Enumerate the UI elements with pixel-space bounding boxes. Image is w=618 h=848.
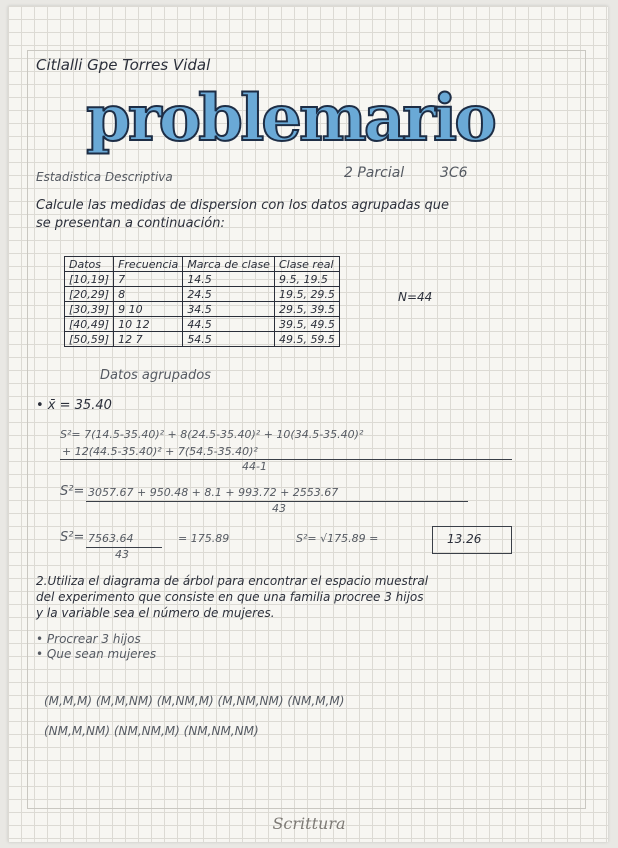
table-row: [65, 302, 340, 317]
table-row: [65, 272, 340, 287]
variance-step2-label: S²=: [60, 484, 85, 499]
variance-step3-denominator: 43: [115, 548, 129, 561]
table-row: [65, 287, 340, 302]
table-cell: 49.5, 59.5: [274, 332, 339, 347]
variance-formula-line2: + 12(44.5-35.40)² + 7(54.5-35.40)²: [62, 445, 258, 458]
table-cell: 34.5: [183, 302, 275, 317]
page-title: problemario: [86, 81, 494, 156]
bullet-procreate: • Procrear 3 hijos: [36, 632, 141, 646]
table-cell: 29.5, 39.5: [274, 302, 339, 317]
fraction-bar: [60, 459, 512, 460]
problem2-line3: y la variable sea el número de mujeres.: [36, 606, 275, 620]
table-cell: 7: [114, 272, 183, 287]
table-cell: 19.5, 29.5: [274, 287, 339, 302]
variance-formula-line1: S²= 7(14.5-35.40)² + 8(24.5-35.40)² + 10(34.5-35.40)²: [60, 428, 364, 441]
table-cell: 44.5: [183, 317, 275, 332]
column-header: Clase real: [274, 257, 339, 272]
table-cell: [40,49]: [65, 317, 114, 332]
table-cell: [10,19]: [65, 272, 114, 287]
partial-label: 2 Parcial: [344, 165, 405, 181]
mean-value: • x̄ = 35.40: [36, 398, 112, 413]
std-dev-result: 13.26: [447, 532, 482, 546]
table-header-row: [65, 257, 340, 272]
problem1-statement-line1: Calcule las medidas de dispersion con los datos agrupadas que: [36, 198, 449, 213]
bullet-women: • Que sean mujeres: [36, 647, 157, 661]
problem2-line2: del experimento que consiste en que una familia procree 3 hijos: [36, 590, 424, 604]
column-header: Frecuencia: [114, 257, 183, 272]
table-cell: 14.5: [183, 272, 275, 287]
table-cell: 24.5: [183, 287, 275, 302]
table-cell: [30,39]: [65, 302, 114, 317]
variance-denominator: 44-1: [242, 460, 267, 473]
student-name: Citlalli Gpe Torres Vidal: [36, 56, 211, 74]
table-cell: 10 12: [114, 317, 183, 332]
frequency-table: [64, 256, 340, 347]
sample-size: N=44: [398, 290, 433, 304]
sample-space-line1: (M,M,M) (M,M,NM) (M,NM,M) (M,NM,NM) (NM,M,M): [44, 694, 345, 708]
column-header: Datos: [65, 257, 114, 272]
table-cell: 9.5, 19.5: [274, 272, 339, 287]
result-box: [432, 526, 512, 554]
variance-step2-denominator: 43: [272, 502, 286, 515]
variance-step3-numerator: 7563.64: [88, 532, 134, 545]
title-block: [40, 81, 540, 156]
table-cell: 12 7: [114, 332, 183, 347]
table-cell: 39.5, 49.5: [274, 317, 339, 332]
variance-result: = 175.89: [178, 532, 230, 545]
sample-space-line2: (NM,M,NM) (NM,NM,M) (NM,NM,NM): [44, 724, 259, 738]
table-cell: 54.5: [183, 332, 275, 347]
table-row: [65, 317, 340, 332]
table-cell: 9 10: [114, 302, 183, 317]
variance-step3-label: S²=: [60, 530, 85, 545]
brand-logo: Scrittura: [272, 814, 346, 833]
section-label-grouped: Datos agrupados: [100, 368, 211, 383]
column-header: Marca de clase: [183, 257, 275, 272]
problem2-line1: 2.Utiliza el diagrama de árbol para encontrar el espacio muestral: [36, 574, 429, 588]
table-cell: [50,59]: [65, 332, 114, 347]
problem1-statement-line2: se presentan a continuación:: [36, 216, 225, 231]
subject-label: Estadistica Descriptiva: [36, 170, 173, 184]
group-label: 3C6: [440, 165, 468, 181]
table-cell: 8: [114, 287, 183, 302]
table-row: [65, 332, 340, 347]
std-dev-expression: S²= √175.89 =: [296, 532, 379, 545]
variance-step2-numerator: 3057.67 + 950.48 + 8.1 + 993.72 + 2553.67: [88, 486, 339, 499]
table-cell: [20,29]: [65, 287, 114, 302]
